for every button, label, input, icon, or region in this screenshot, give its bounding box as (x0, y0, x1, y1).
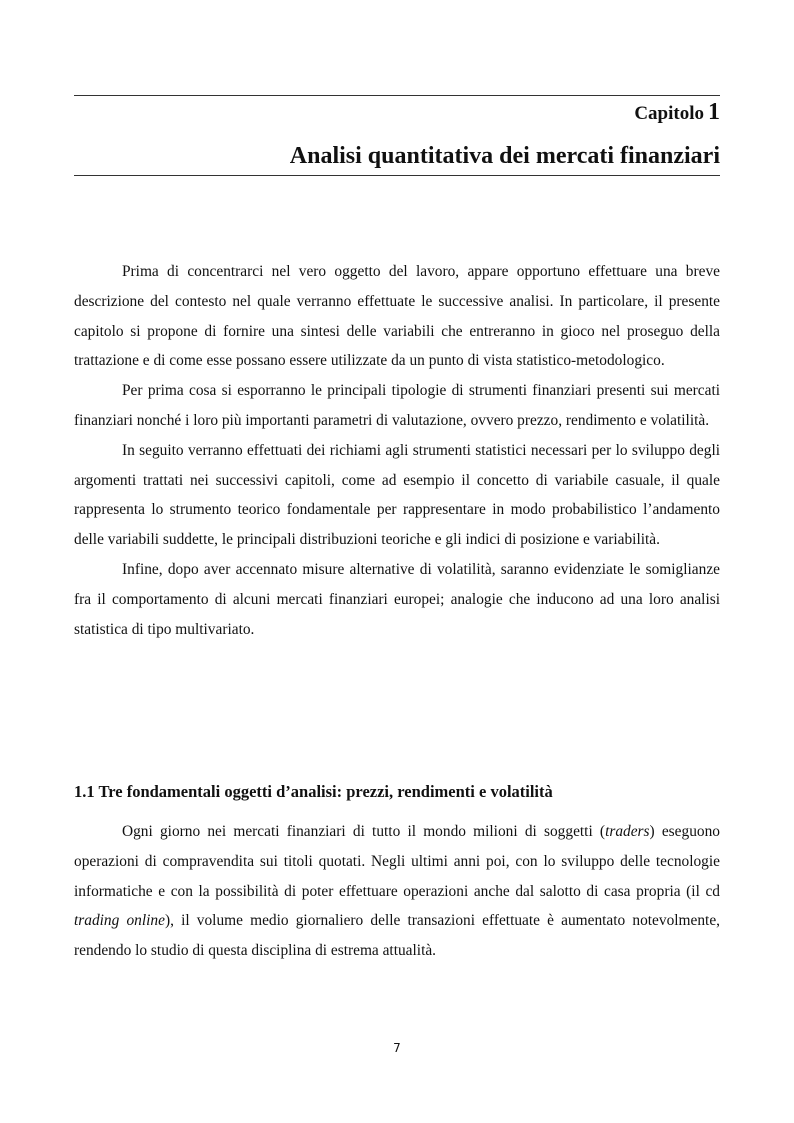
page-number: 7 (393, 1041, 401, 1055)
chapter-bottom-rule (74, 175, 720, 176)
section-heading: 1.1 Tre fondamentali oggetti d’analisi: prezzi, rendimenti e volatilità (74, 782, 553, 801)
chapter-number: 1 (708, 99, 720, 125)
intro-paragraph: Prima di concentrarci nel vero oggetto del lavoro, appare opportuno effettuare una breve descrizione del contesto nel quale verranno effettuate le successive analisi. In particolare, il presente capitolo si propone di fornire una sintesi delle variabili che entreranno in gioco nel proseguo della trattazione e di come esse possano essere utilizzate da un punto di vista statistico-metodologico. (74, 263, 720, 370)
chapter-title: Analisi quantitativa dei mercati finanziari (289, 143, 720, 169)
intro-text (74, 257, 720, 644)
section-paragraph-part: Ogni giorno nei mercati finanziari di tutto il mondo milioni di soggetti ( (122, 823, 606, 840)
intro-paragraph: In seguito verranno effettuati dei richiami agli strumenti statistici necessari per lo sviluppo degli argomenti trattati nei successivi capitoli, come ad esempio il concetto di variabile casuale, il quale rappresenta lo strumento teorico fondamentale per rappresentare in modo probabilistico l’andamento delle variabili suddette, le principali distribuzioni teoriche e gli indici di posizione e variabilità. (74, 441, 720, 549)
chapter-top-rule (74, 95, 720, 96)
section-paragraph (74, 817, 720, 966)
intro-paragraph: Per prima cosa si esporranno le principali tipologie di strumenti finanziari presenti sui mercati finanziari nonché i loro più importanti parametri di valutazione, ovvero prezzo, rendimento e volatilità. (74, 382, 720, 429)
chapter-label-text: Capitolo (634, 103, 704, 124)
section-paragraph-emphasis: trading online (74, 912, 165, 930)
section-paragraph-part: ) eseguono operazioni di compravendita sui titoli quotati. Negli ultimi anni poi, con lo sviluppo delle tecnologie informatiche e con la possibilità di poter effettuare operazioni anche dal salotto di casa propria (il cd (74, 823, 720, 900)
section-text (74, 817, 720, 966)
chapter-label (634, 98, 720, 128)
section-paragraph-emphasis: traders (605, 823, 650, 840)
section-paragraph-part: ), il volume medio giornaliero delle transazioni effettuate è aumentato notevolmente, rendendo lo studio di questa disciplina di estrema attualità. (74, 912, 720, 960)
intro-paragraph: Infine, dopo aver accennato misure alternative di volatilità, saranno evidenziate le somiglianze fra il comportamento di alcuni mercati finanziari europei; analogie che inducono ad una loro analisi statistica di tipo multivariato. (74, 560, 720, 638)
